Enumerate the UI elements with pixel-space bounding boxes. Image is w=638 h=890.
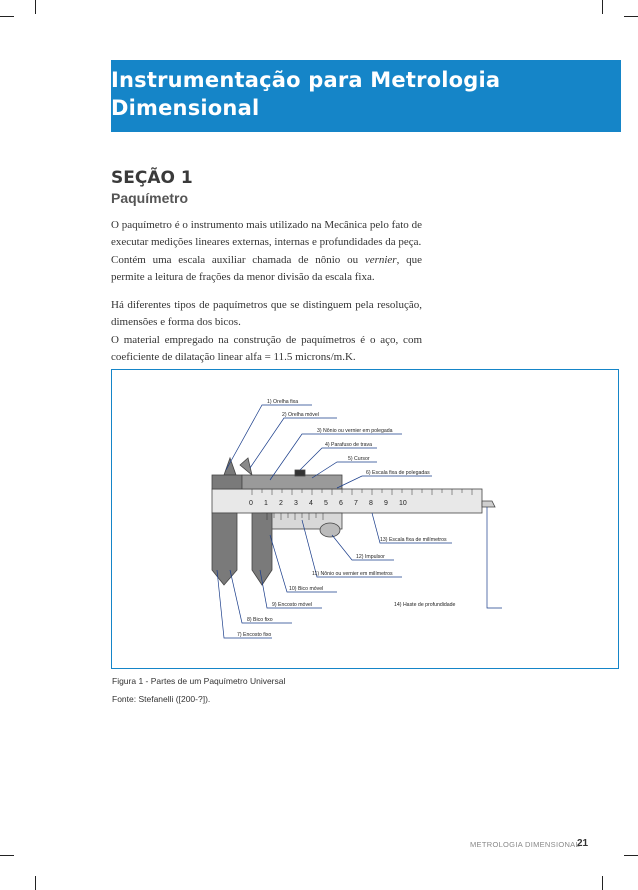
scale-number: 6 — [339, 500, 343, 507]
movable-ear — [240, 458, 252, 475]
figure-caliper — [111, 369, 619, 669]
crop-mark — [624, 16, 638, 35]
figure-caption: Figura 1 - Partes de um Paquímetro Universal — [112, 676, 286, 686]
chapter-title-line1: Instrumentação para Metrologia — [111, 68, 501, 92]
figure-source: Fonte: Stefanelli ([200-?]). — [112, 694, 211, 704]
chapter-banner — [111, 60, 621, 132]
cursor-top — [242, 475, 342, 489]
leader-14 — [487, 507, 502, 608]
crop-mark — [35, 0, 36, 14]
crop-mark — [624, 855, 638, 874]
paragraph-1: O paquímetro é o instrumento mais utilizado na Mecânica pelo fato de executar medições lineares externas, internas e profundidades da peça. — [111, 219, 422, 248]
label-part-9: 9) Encosto móvel — [272, 602, 313, 608]
scale-number: 2 — [279, 500, 283, 507]
scale-number: 8 — [369, 500, 373, 507]
chapter-title — [111, 66, 500, 122]
label-part-7: 7) Encosto fixo — [237, 632, 272, 638]
paragraph-2 — [111, 252, 422, 286]
label-part-5: 5) Cursor — [348, 456, 370, 462]
section-title: SEÇÃO 1 — [111, 168, 193, 188]
leader-2 — [250, 418, 337, 468]
crop-mark — [602, 0, 603, 14]
movable-jaw — [252, 513, 272, 585]
scale-number: 3 — [294, 500, 298, 507]
crop-mark — [0, 16, 14, 35]
lock-screw — [295, 470, 305, 476]
label-part-13: 13) Escala fixa de milímetros — [380, 537, 447, 543]
label-part-1: 1) Orelha fixa — [267, 399, 299, 405]
crop-mark — [0, 855, 14, 874]
fixed-jaw — [212, 513, 237, 585]
label-part-6: 6) Escala fixa de polegadas — [366, 470, 430, 476]
scale-number: 9 — [384, 500, 388, 507]
chapter-title-line2: Dimensional — [111, 96, 260, 120]
page-number: 21 — [577, 838, 589, 849]
caliper-drawing — [212, 458, 495, 585]
running-footer: METROLOGIA DIMENSIONAL — [470, 840, 580, 849]
label-part-2: 2) Orelha móvel — [282, 412, 319, 418]
scale-number: 10 — [399, 500, 407, 507]
section-subtitle: Paquímetro — [111, 190, 189, 206]
paragraph-2-part-a: Contém uma escala auxiliar chamada de nônio ou — [111, 254, 365, 266]
label-part-14: 14) Haste de profundidade — [394, 602, 456, 608]
scale-number: 1 — [264, 500, 268, 507]
scale-number: 5 — [324, 500, 328, 507]
fixed-head — [212, 475, 242, 489]
leader-6 — [337, 476, 432, 488]
paragraph-4: O material empregado na construção de paquímetros é o aço, com coeficiente de dilatação linear alfa = 11.5 microns/m.K. — [111, 334, 422, 363]
label-part-8: 8) Bico fixo — [247, 617, 273, 623]
label-part-11: 11) Nônio ou vernier em milímetros — [312, 571, 393, 577]
thumb-wheel — [320, 523, 340, 537]
scale-number: 7 — [354, 500, 358, 507]
caliper-diagram — [112, 370, 620, 670]
crop-mark — [602, 876, 603, 890]
paragraph-2-emphasis: vernier — [364, 254, 397, 266]
fixed-ear — [224, 458, 236, 475]
leader-10 — [270, 535, 337, 592]
label-part-4: 4) Parafuso de trava — [325, 442, 373, 448]
depth-rod — [482, 501, 495, 507]
paragraph-2-part-b: , que permite a leitura de frações da menor divisão da escala fixa. — [111, 254, 422, 283]
paragraph-3: Há diferentes tipos de paquímetros que se distinguem pela resolução, dimensões e forma dos bicos. — [111, 299, 422, 328]
scale-number: 4 — [309, 500, 313, 507]
scale-number: 0 — [249, 500, 253, 507]
label-part-3: 3) Nônio ou vernier em polegada — [317, 428, 393, 434]
label-part-12: 12) Impulsor — [356, 554, 385, 560]
crop-mark — [35, 876, 36, 890]
label-part-10: 10) Bico móvel — [289, 586, 324, 592]
